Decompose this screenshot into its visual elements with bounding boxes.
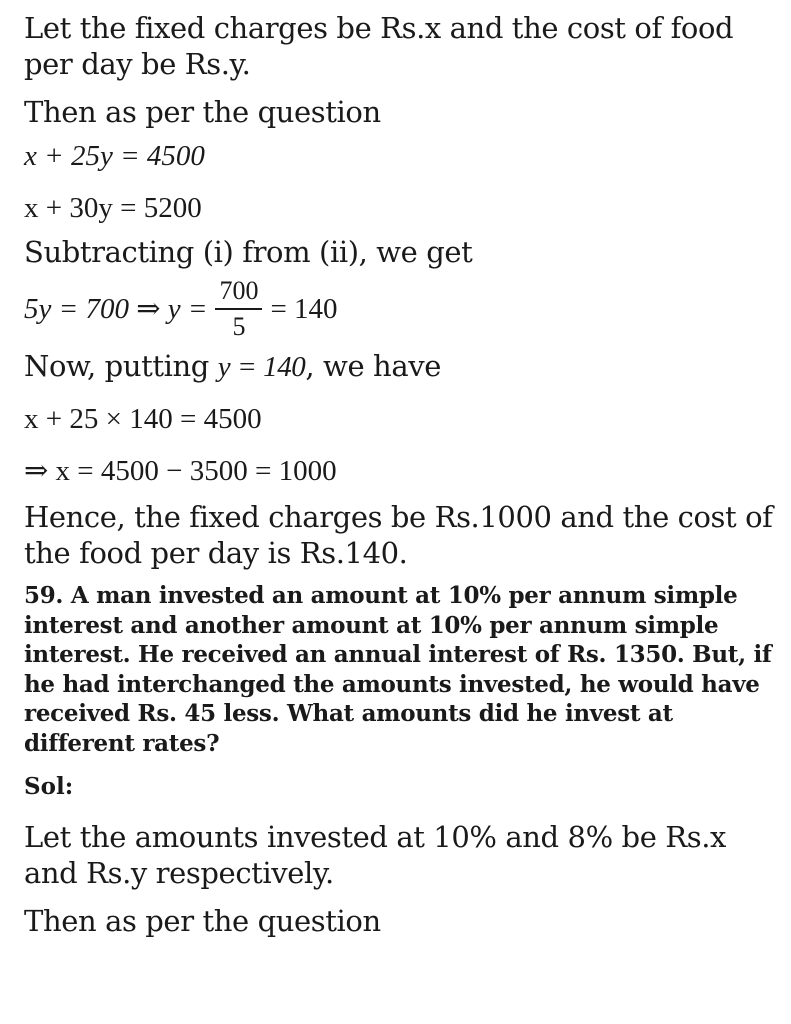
fraction	[215, 276, 262, 342]
equation-5: x + 25 × 140 = 4500	[24, 403, 262, 435]
subtracting-line: Subtracting (i) from (ii), we get	[24, 235, 473, 269]
putting-prefix: Now, putting	[24, 349, 218, 383]
equation-3-right: = 140	[270, 293, 338, 325]
question-59: 59. A man invested an amount at 10% per annum simple interest and another amount at 10% per annum simple interest. He received an annual interest of Rs. 1350. But, if he had interchanged the amounts invested, he would have received Rs. 45 less. What amounts did he invest at different rates?	[24, 582, 772, 757]
equation-3	[24, 272, 774, 346]
fraction-numerator: 700	[215, 276, 262, 310]
solution-intro-paragraph: Let the amounts invested at 10% and 8% be Rs.x and Rs.y respectively.	[24, 820, 726, 890]
equation-3-left: 5y = 700 ⇒ y =	[24, 293, 208, 325]
putting-line	[24, 348, 774, 385]
putting-suffix: , we have	[305, 349, 441, 383]
conclusion-paragraph: Hence, the fixed charges be Rs.1000 and the cost of the food per day is Rs.140.	[24, 500, 773, 570]
solution-label: Sol:	[24, 773, 74, 800]
question-intro-line: Then as per the question	[24, 95, 381, 129]
equation-1: x + 25y = 4500	[24, 140, 205, 172]
putting-inline-equation: y = 140	[217, 351, 306, 383]
intro-paragraph: Let the fixed charges be Rs.x and the cost of food per day be Rs.y.	[24, 11, 734, 81]
solution-question-line: Then as per the question	[24, 904, 381, 938]
equation-2: x + 30y = 5200	[24, 192, 202, 224]
document-page	[24, 10, 774, 939]
equation-6: ⇒ x = 4500 − 3500 = 1000	[24, 455, 337, 487]
fraction-denominator: 5	[232, 312, 246, 341]
